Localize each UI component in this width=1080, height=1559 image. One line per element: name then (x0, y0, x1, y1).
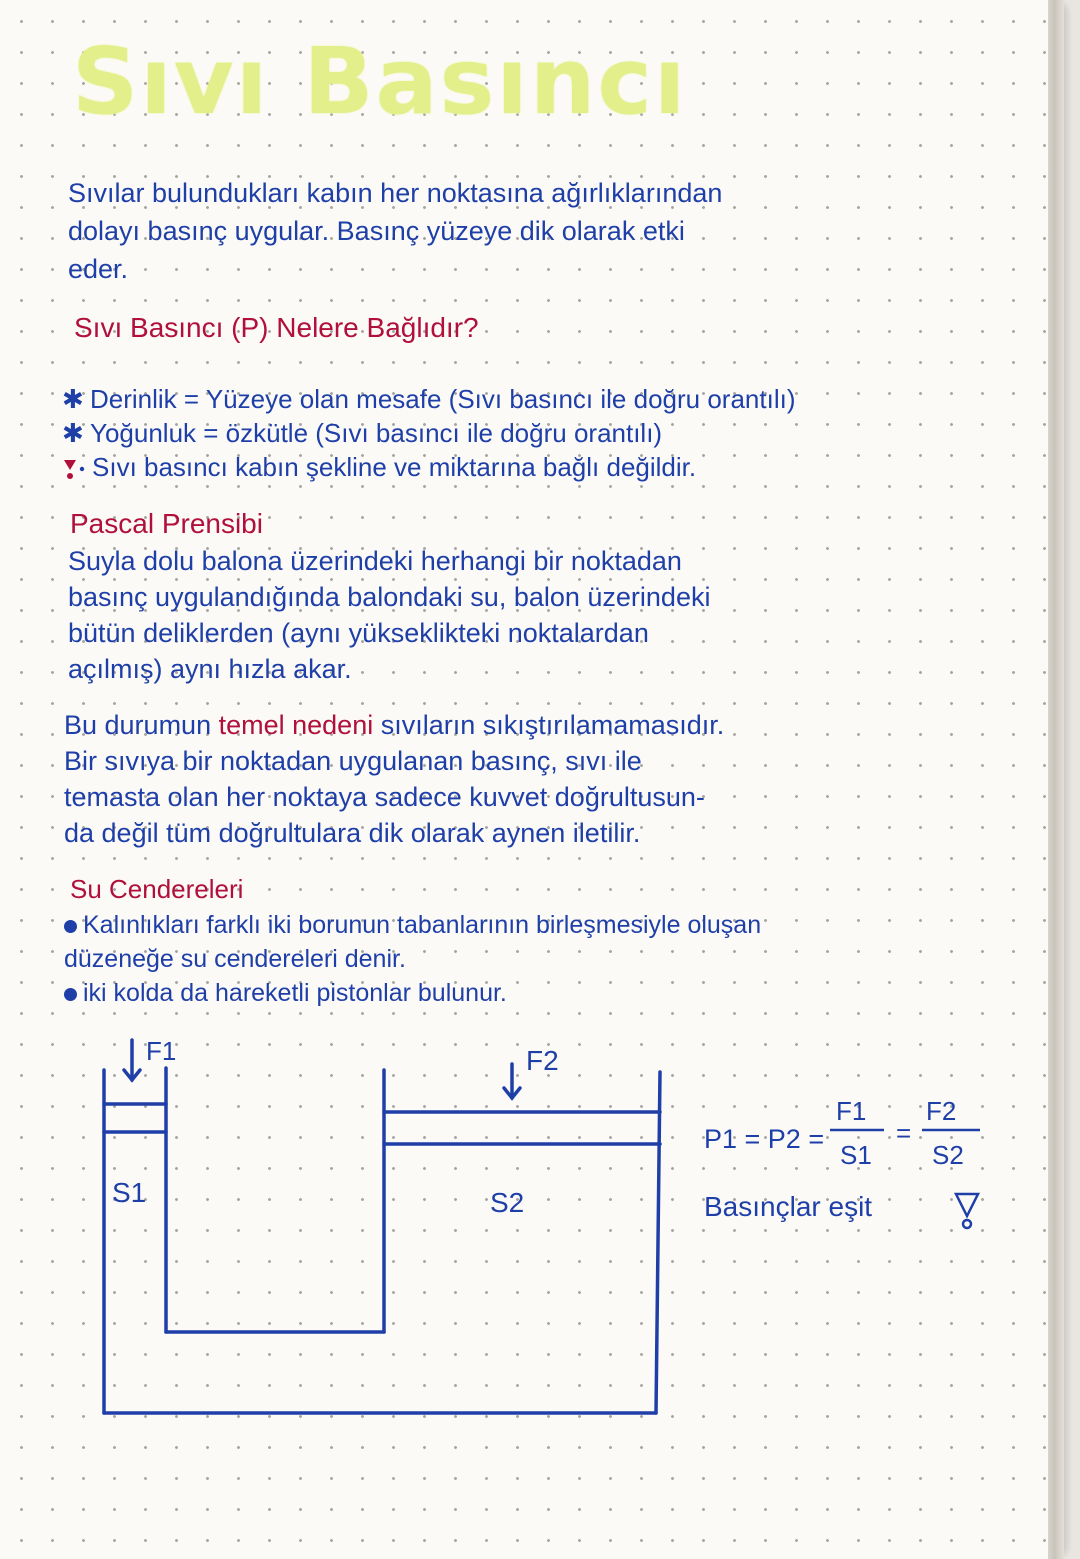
force2-arrow-icon (504, 1064, 520, 1098)
formula-f1: F1 (836, 1096, 867, 1126)
exclamation-icon (62, 457, 88, 481)
formula-s1: S1 (840, 1140, 872, 1170)
hydraulic-press-diagram (0, 1020, 1060, 1440)
asterisk-icon: ✱ (62, 418, 84, 448)
force2-label: F2 (526, 1045, 559, 1076)
press-bullet-2-text: iki kolda da hareketli pistonlar bulunur. (83, 979, 507, 1007)
reason-line-1 (64, 710, 724, 741)
formula-left: P1 = P2 = (704, 1124, 825, 1154)
formula-s2: S2 (932, 1140, 964, 1170)
item-shape-text: Sıvı basıncı kabın şekline ve miktarına bağlı değildir. (92, 452, 697, 482)
section-heading-dependencies: Sıvı Basıncı (P) Nelere Bağlıdır? (74, 312, 479, 343)
reason-highlight: temel nedeni (218, 710, 374, 740)
intro-line-3: eder. (68, 254, 129, 284)
bullet-icon (64, 988, 77, 1001)
bullet-icon (64, 920, 77, 933)
item-density (62, 418, 662, 449)
press-bullet-2 (64, 978, 507, 1009)
page-title: Sıvı Basıncı (72, 28, 688, 135)
reason-end: sıvıların sıkıştırılamamasıdır. (380, 710, 725, 740)
conclusion-text: Basınçlar eşit (704, 1191, 873, 1222)
item-depth-text: Derinlik = Yüzeye olan mesafe (Sıvı basıncı ile doğru orantılı) (90, 384, 796, 414)
press-bullet-1-cont: düzeneğe su cendereleri denir. (64, 945, 406, 973)
press-bullet-1-text: Kalınlıkları farklı iki borunun tabanlarının birleşmesiyle oluşan (83, 911, 762, 939)
pascal-line-3: bütün deliklerden (aynı yükseklikteki noktalardan (68, 618, 649, 648)
item-depth (62, 384, 795, 415)
area1-label: S1 (112, 1177, 147, 1208)
pascal-line-2: basınç uygulandığında balondaki su, balon üzerindeki (68, 582, 711, 612)
formula-equals: = (896, 1118, 912, 1148)
reason-line-2: Bir sıvıya bir noktadan uygulanan basınç, sıvı ile (64, 746, 642, 776)
force1-label: F1 (146, 1036, 177, 1066)
formula-f2: F2 (926, 1096, 957, 1126)
pascal-line-4: açılmış) aynı hızla akar. (68, 654, 352, 684)
area2-label: S2 (490, 1187, 525, 1218)
section-heading-pascal: Pascal Prensibi (70, 508, 263, 539)
reason-line-4: da değil tüm doğrultulara dik olarak aynen iletilir. (64, 818, 641, 848)
intro-line-1: Sıvılar bulundukları kabın her noktasına ağırlıklarından (68, 178, 723, 208)
section-heading-hydraulic-press: Su Cendereleri (70, 874, 244, 904)
exclamation-mark-icon (956, 1194, 978, 1228)
pascal-line-1: Suyla dolu balona üzerindeki herhangi bir noktadan (68, 546, 682, 576)
item-shape (62, 452, 696, 483)
reason-start: Bu durumun (64, 710, 212, 740)
right-tube-outer-wall (656, 1072, 660, 1413)
force1-arrow-icon (124, 1040, 140, 1080)
reason-line-3: temasta olan her noktaya sadece kuvvet doğrultusun- (64, 782, 705, 812)
press-bullet-1 (64, 910, 761, 941)
item-density-text: Yoğunluk = özkütle (Sıvı basıncı ile doğru orantılı) (90, 418, 663, 448)
intro-line-2: dolayı basınç uygular. Basınç yüzeye dik olarak etki (68, 216, 685, 246)
asterisk-icon: ✱ (62, 384, 84, 414)
